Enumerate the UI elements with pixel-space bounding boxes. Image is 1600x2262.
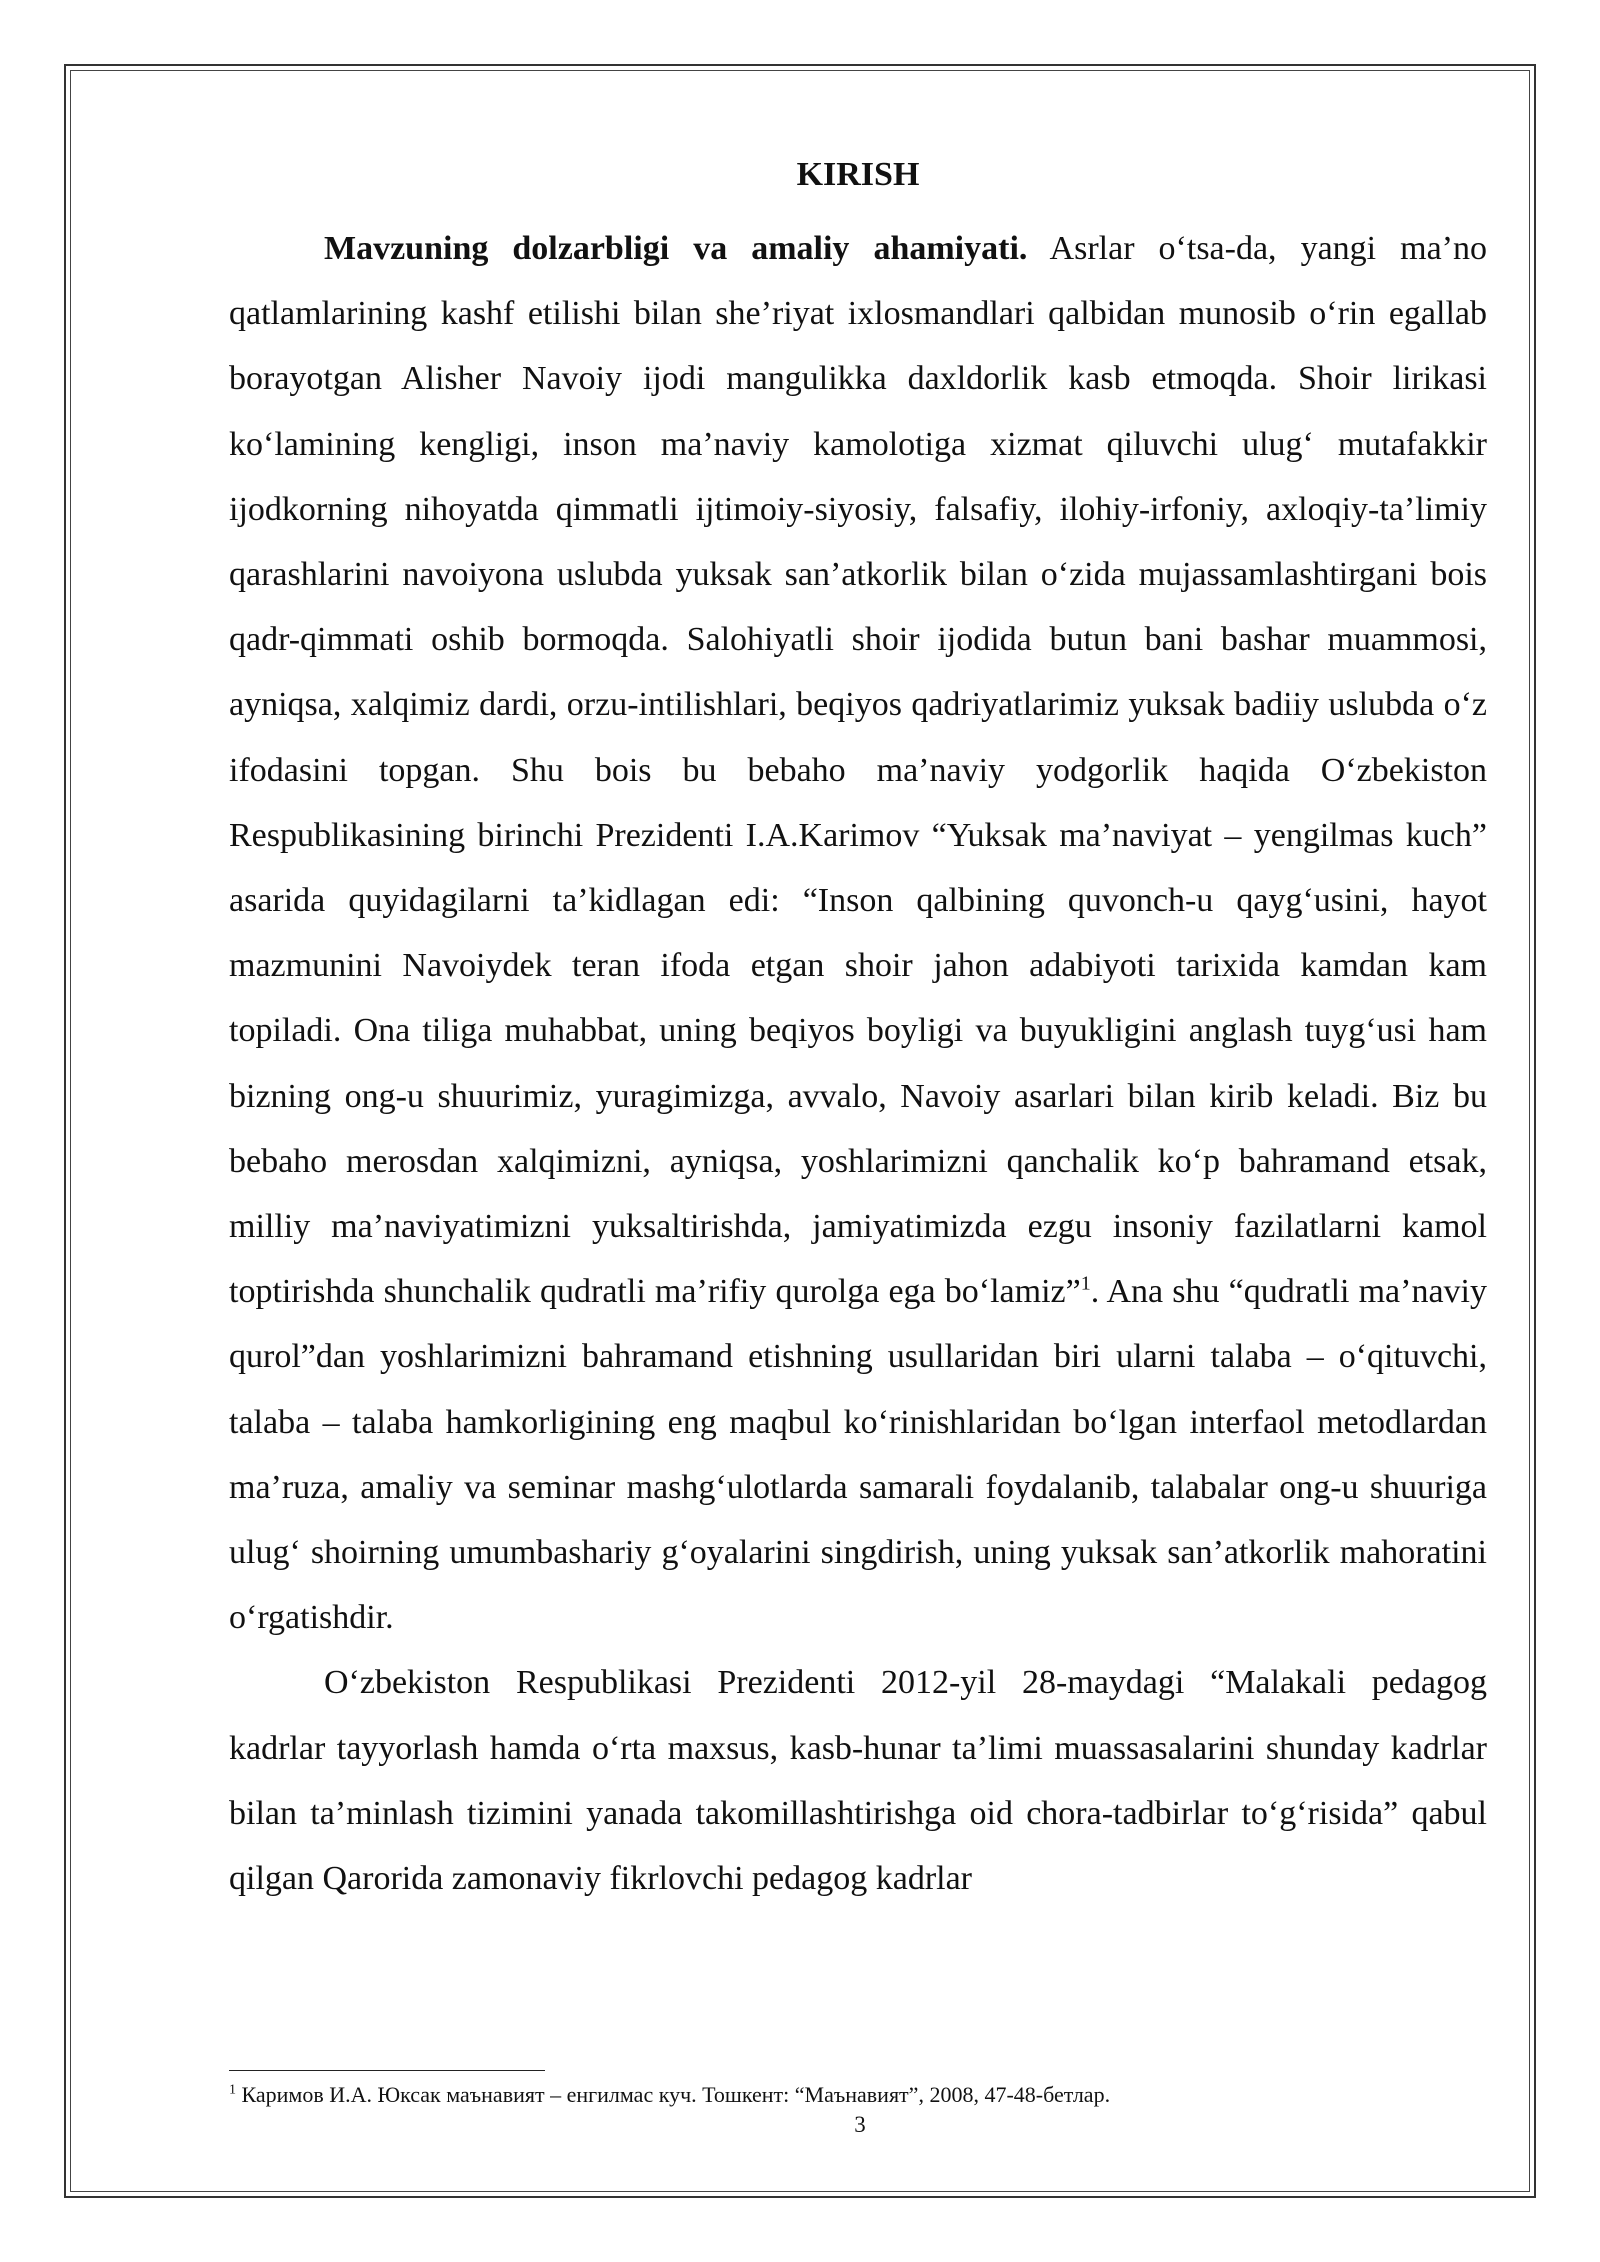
footnote-text: Каримов И.А. Юксак маънавият – енгилмас куч. Тошкент: “Маънавият”, 2008, 47-48-бетлар. <box>236 2082 1111 2107</box>
footnote-marker: 1 <box>229 2082 236 2098</box>
paragraph-relevance <box>229 216 1487 1650</box>
section-heading: KIRISH <box>796 156 920 193</box>
footnote-reference: 1 <box>1080 1272 1091 1295</box>
paragraph-decree: O‘zbekiston Respublikasi Prezidenti 2012-yil 28-maydagi “Malakali pedagog kadrlar tayyorlash hamda o‘rta maxsus, kasb-hunar ta’limi muassasalarini shunday kadrlar bilan ta’minlash tizimini yanada takomillashtirishga oid chora-tadbirlar to‘g‘risida” qabul qilgan Qarorida zamonaviy fikrlovchi pedagog kadrlar <box>229 1664 1487 1898</box>
page-number: 3 <box>854 2112 866 2137</box>
document-body <box>229 150 1487 1911</box>
paragraph-text-part-b: . Ana shu “qudratli ma’naviy qurol”dan yoshlarimizni bahramand etishning usullaridan biri ularni talaba – o‘qituvchi, talaba – talaba hamkorligining eng maqbul ko‘rinishlaridan bo‘lgan interfaol metodlardan ma’ruza, amaliy va seminar mashg‘ulotlarda samarali foydalanib, talabalar ong-u shuuriga ulug‘ shoirning umumbashariy g‘oyalarini singdirish, uning yuksak san’atkorlik mahoratini o‘rgatishdir. <box>229 1273 1487 1637</box>
footnote-separator <box>229 2070 545 2071</box>
footnote <box>229 2080 1487 2110</box>
paragraph-lead-title: Mavzuning dolzarbligi va amaliy ahamiyati. <box>324 230 1028 267</box>
paragraph-text-part-a: Asrlar o‘tsa-da, yangi ma’no qatlamlarining kashf etilishi bilan she’riyat ixlosmandlari qalbidan munosib o‘rin egallab borayotgan Alisher Navoiy ijodi mangulikka daxldorlik kasb etmoqda. Shoir lirikasi ko‘lamining kengligi, inson ma’naviy kamolotiga xizmat qiluvchi ulug‘ mutafakkir ijodkorning nihoyatda qimmatli ijtimoiy-siyosiy, falsafiy, ilohiy-irfoniy, axloqiy-ta’limiy qarashlarini navoiyona uslubda yuksak san’atkorlik bilan o‘zida mujassamlashtirgani bois qadr-qimmati oshib bormoqda. Salohiyatli shoir ijodida butun bani bashar muammosi, ayniqsa, xalqimiz dardi, orzu-intilishlari, beqiyos qadriyatlarimiz yuksak badiiy uslubda o‘z ifodasini topgan. Shu bois bu bebaho ma’naviy yodgorlik haqida O‘zbekiston Respublikasining birinchi Prezidenti I.A.Karimov “Yuksak ma’naviyat – yengilmas kuch” asarida quyidagilarni ta’kidlagan edi: “Inson qalbining quvonch-u qayg‘usini, hayot mazmunini Navoiydek teran ifoda etgan shoir jahon adabiyoti tarixida kamdan kam topiladi. Ona tiliga muhabbat, uning beqiyos boyligi va buyukligini anglash tuyg‘usi ham bizning ong-u shuurimiz, yuragimizga, avvalo, Navoiy asarlari bilan kirib keladi. Biz bu bebaho merosdan xalqimizni, ayniqsa, yoshlarimizni qanchalik ko‘p bahramand etsak, milliy ma’naviyatimizni yuksaltirishda, jamiyatimizda ezgu insoniy fazilatlarni kamol toptirishda shunchalik qudratli ma’rifiy qurolga ega bo‘lamiz” <box>229 230 1487 1311</box>
